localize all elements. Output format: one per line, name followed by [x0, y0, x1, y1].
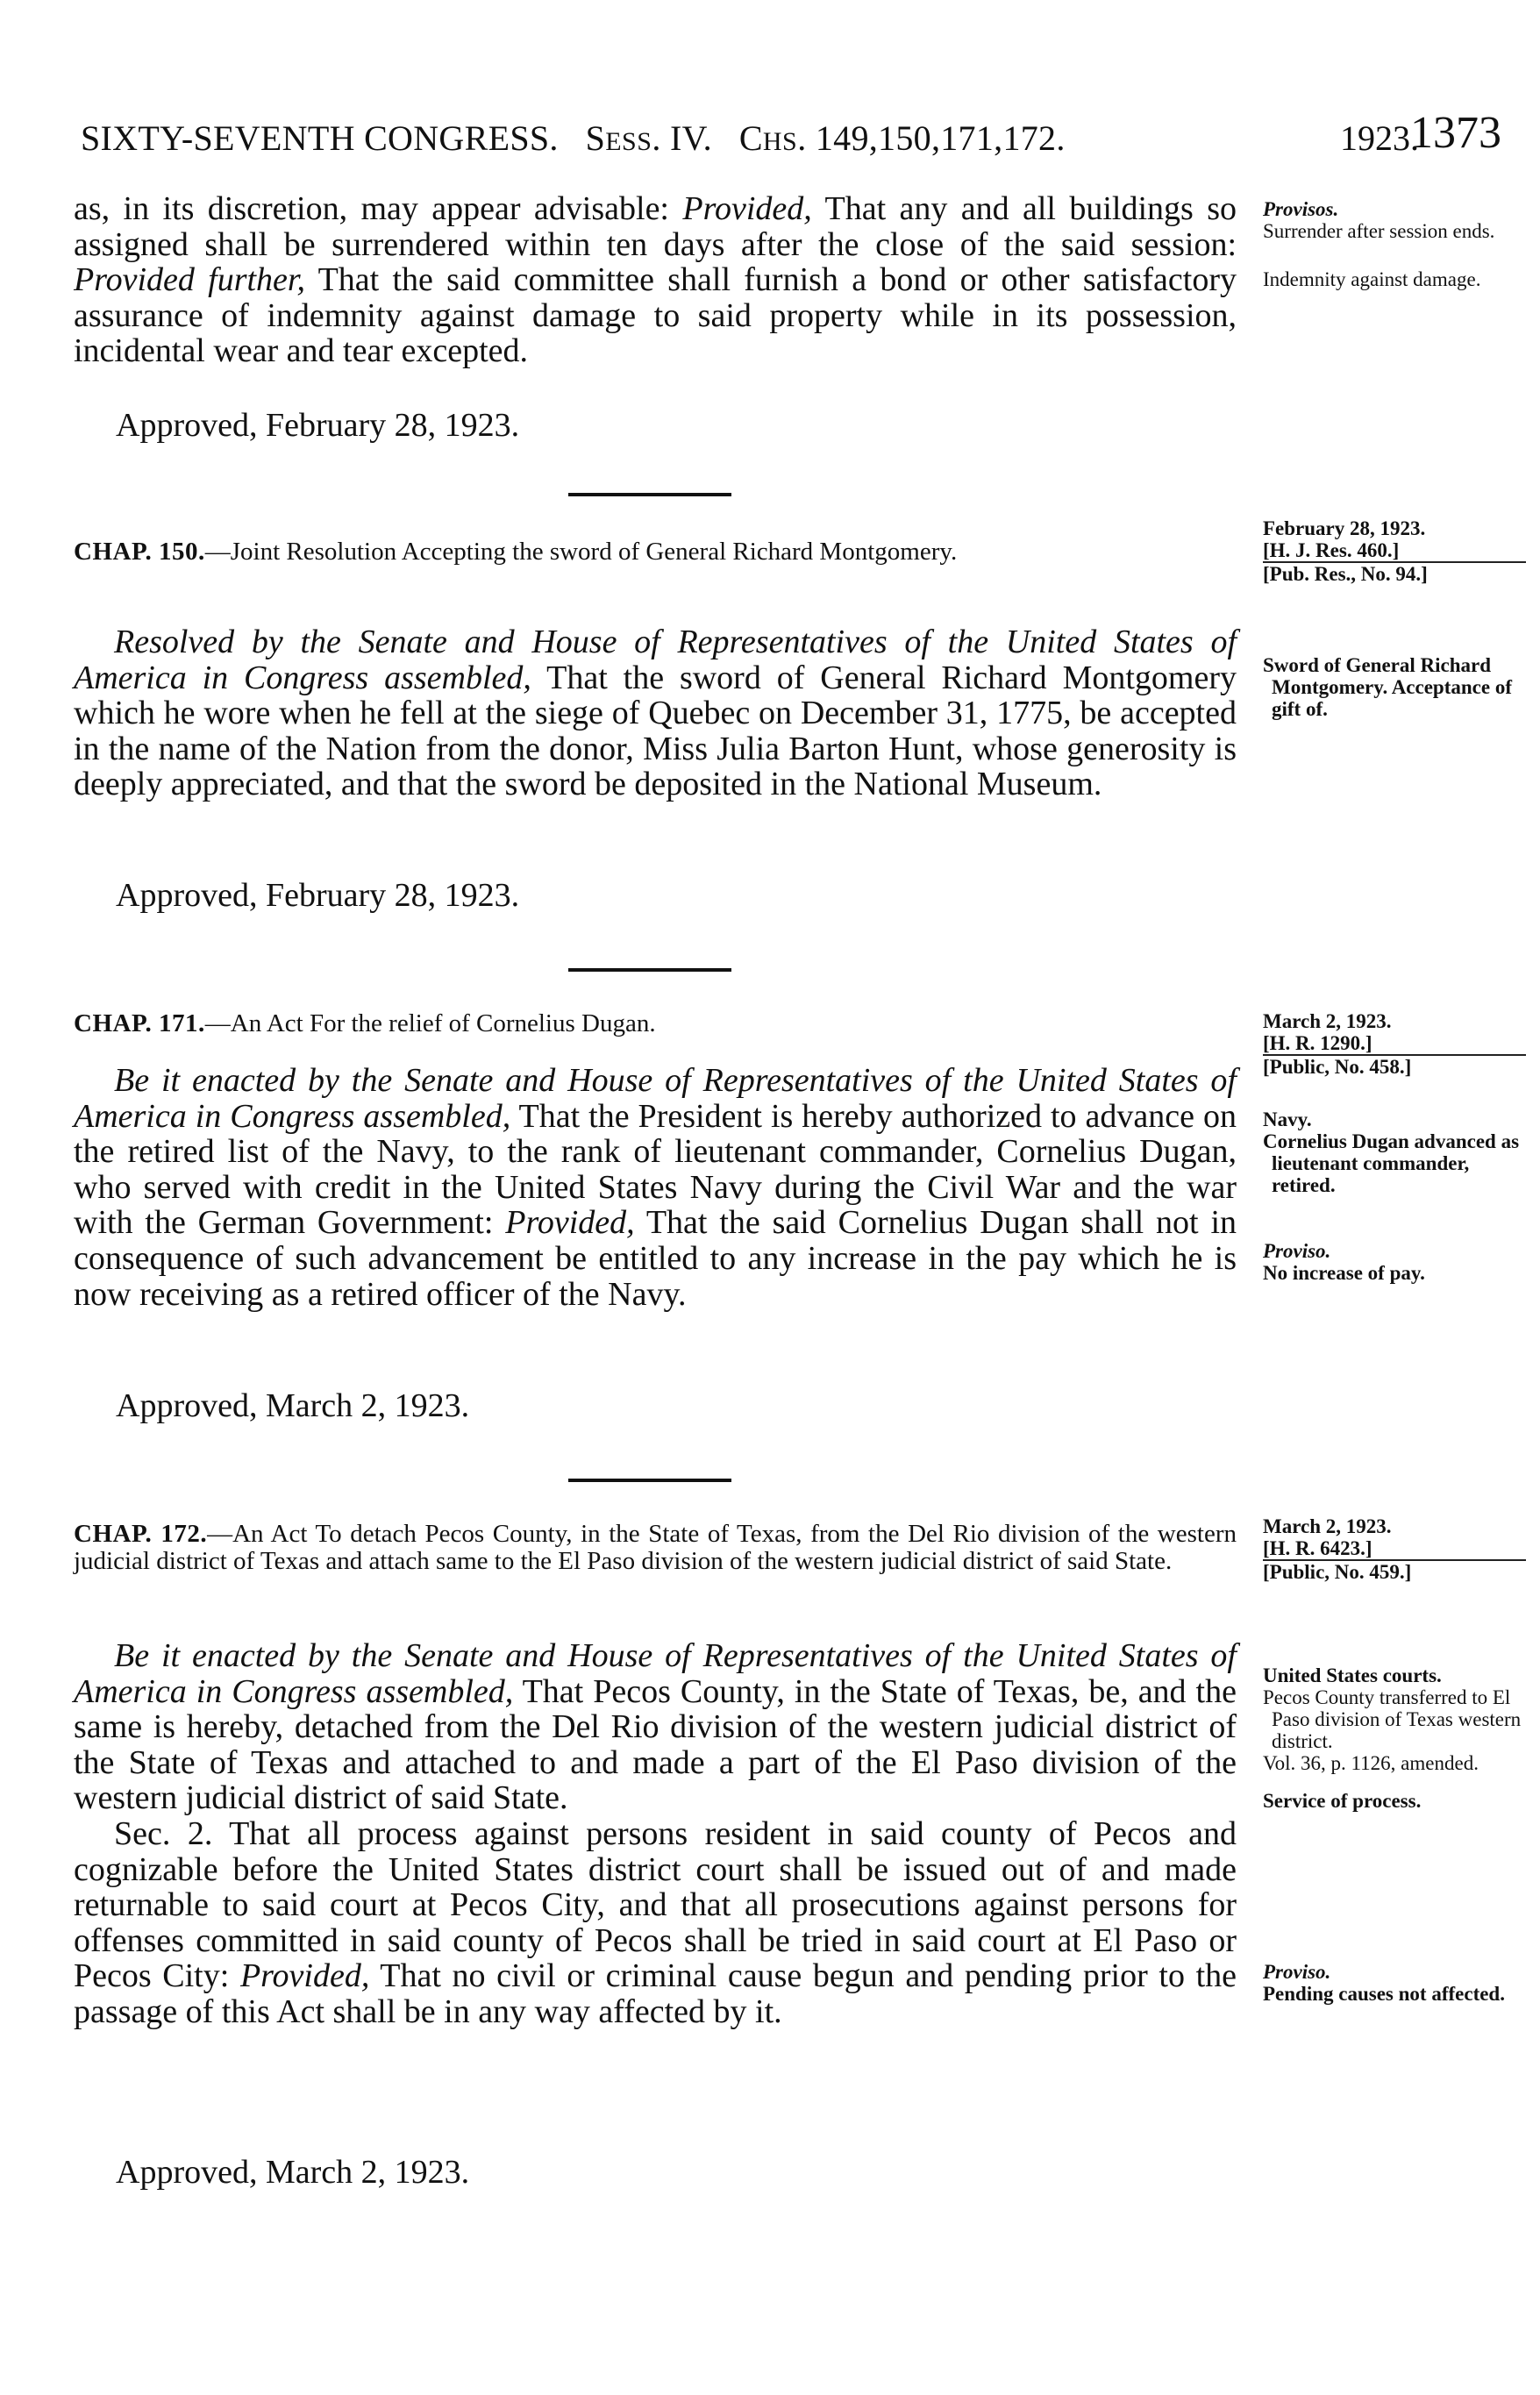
margin-notes-continuation: Provisos. Surrender after session ends. Indemnity against damage. — [1263, 198, 1495, 290]
enacting-clause: Be it enacted by the Senate and House of Representatives of the United States of America in Congress assembled, — [74, 1637, 1237, 1710]
proviso-word: Provided, — [682, 190, 812, 227]
approved-line: Approved, February 28, 1923. — [116, 877, 520, 914]
margin-notes-chap172: United States courts. Pecos County transferred to El Paso division of Texas western district. Vol. 36, p. 1126, amended. Service of process. Proviso. Pending causes not affected. — [1263, 1664, 1522, 2005]
session-title: SIXTY-SEVENTH CONGRESS. — [81, 118, 559, 158]
section-divider — [568, 493, 731, 496]
proviso-word: Provided further, — [74, 261, 305, 299]
chapter-label: CHAP. 171. — [74, 1009, 205, 1037]
enacting-clause: Be it enacted by the Senate and House of Representatives of the United States of America in Congress assembled, — [74, 1062, 1237, 1135]
header-left — [81, 112, 1066, 168]
chapter-numbers: 149,150,171,172. — [815, 118, 1066, 158]
page-number: 1373 — [1410, 108, 1501, 158]
proviso-word: Provided, — [239, 1957, 370, 1995]
approved-line: Approved, February 28, 1923. — [116, 407, 520, 444]
chap172-section-1: Be it enacted by the Senate and House of Representatives of the United States of America in Congress assembled, That Pecos County, in the State of Texas, be, and the same is hereby, detached from the Del Rio division of the western judicial district of the State of Texas and attached to and made a part of the El Paso division of the western judicial district of said State. Sec. 2. That all process against persons resident in said county of Pecos and cognizable before the United States district court shall be issued out of and made returnable to said court at Pecos City, and that all prosecutions against persons for offenses committed in said county of Pecos shall be tried in said court at El Paso or Pecos City: Provided, That no civil or criminal cause begun and pending prior to the passage of this Act shall be in any way affected by it. — [74, 1637, 1237, 2030]
header-year: 1923. — [1340, 118, 1419, 158]
enacting-clause: Resolved by the Senate and House of Representatives of the United States of America in Congress assembled, — [74, 624, 1237, 696]
margin-notes-chap172-citation: March 2, 1923. [H. R. 6423.] [Public, No. 459.] — [1263, 1515, 1526, 1583]
approved-line: Approved, March 2, 1923. — [116, 1387, 470, 1424]
proviso-word: Provided, — [505, 1204, 635, 1242]
running-header — [81, 108, 1501, 165]
chap150-body: Resolved by the Senate and House of Representatives of the United States of America in Congress assembled, That the sword of General Richard Montgomery which he wore when he fell at the siege of Quebec on December 31, 1775, be accepted in the name of the Nation from the donor, Miss Julia Barton Hunt, whose generosity is deeply appreciated, and that the sword be deposited in the National Museum. — [74, 624, 1237, 803]
chap172-heading: CHAP. 172.—An Act To detach Pecos County, in the State of Texas, from the Del Rio division of the western judicial district of Texas and attach same to the El Paso division of the western judicial district of said State. — [74, 1520, 1237, 1575]
chap171-heading: CHAP. 171.—An Act For the relief of Cornelius Dugan. — [74, 1009, 656, 1037]
session-label: SESS. — [585, 118, 661, 158]
chap150-heading: CHAP. 150.—Joint Resolution Accepting the sword of General Richard Montgomery. — [74, 538, 958, 566]
chapter-label: CHAP. 150. — [74, 538, 205, 566]
continuation-text: as, in its discretion, may appear advisable: Provided, That any and all buildings so assigned shall be surrendered within ten days after the close of the said session: Provided further, That the said committee shall furnish a bond or other satisfactory assurance of indemnity against damage to said property while in its possession, incidental wear and tear excepted. — [74, 190, 1237, 370]
section-label: Sec. 2. — [114, 1814, 213, 1852]
margin-notes-chap171-citation: March 2, 1923. [H. R. 1290.] [Public, No. 458.] — [1263, 1010, 1526, 1078]
chapters-label: CHS. — [738, 118, 807, 158]
margin-notes-chap171: Navy. Cornelius Dugan advanced as lieutenant commander, retired. Proviso. No increase of pay. — [1263, 1108, 1520, 1284]
margin-notes-chap150-citation: February 28, 1923. [H. J. Res. 460.] [Pub. Res., No. 94.] — [1263, 517, 1526, 585]
chapter-label: CHAP. 172. — [74, 1520, 208, 1548]
chap171-body: Be it enacted by the Senate and House of Representatives of the United States of America in Congress assembled, That the President is hereby authorized to advance on the retired list of the Navy, to the rank of lieutenant commander, Cornelius Dugan, who served with credit in the United States Navy during the Civil War and the war with the German Government: Provided, That the said Cornelius Dugan shall not in consequence of such advancement be entitled to any increase in the pay which he is now receiving as a retired officer of the Navy. — [74, 1062, 1237, 1313]
section-divider — [568, 968, 731, 972]
session-number: IV. — [670, 118, 712, 158]
section-divider — [568, 1479, 731, 1482]
approved-line: Approved, March 2, 1923. — [116, 2154, 470, 2191]
margin-notes-chap150: Sword of General Richard Montgomery. Acceptance of gift of. — [1263, 654, 1513, 720]
